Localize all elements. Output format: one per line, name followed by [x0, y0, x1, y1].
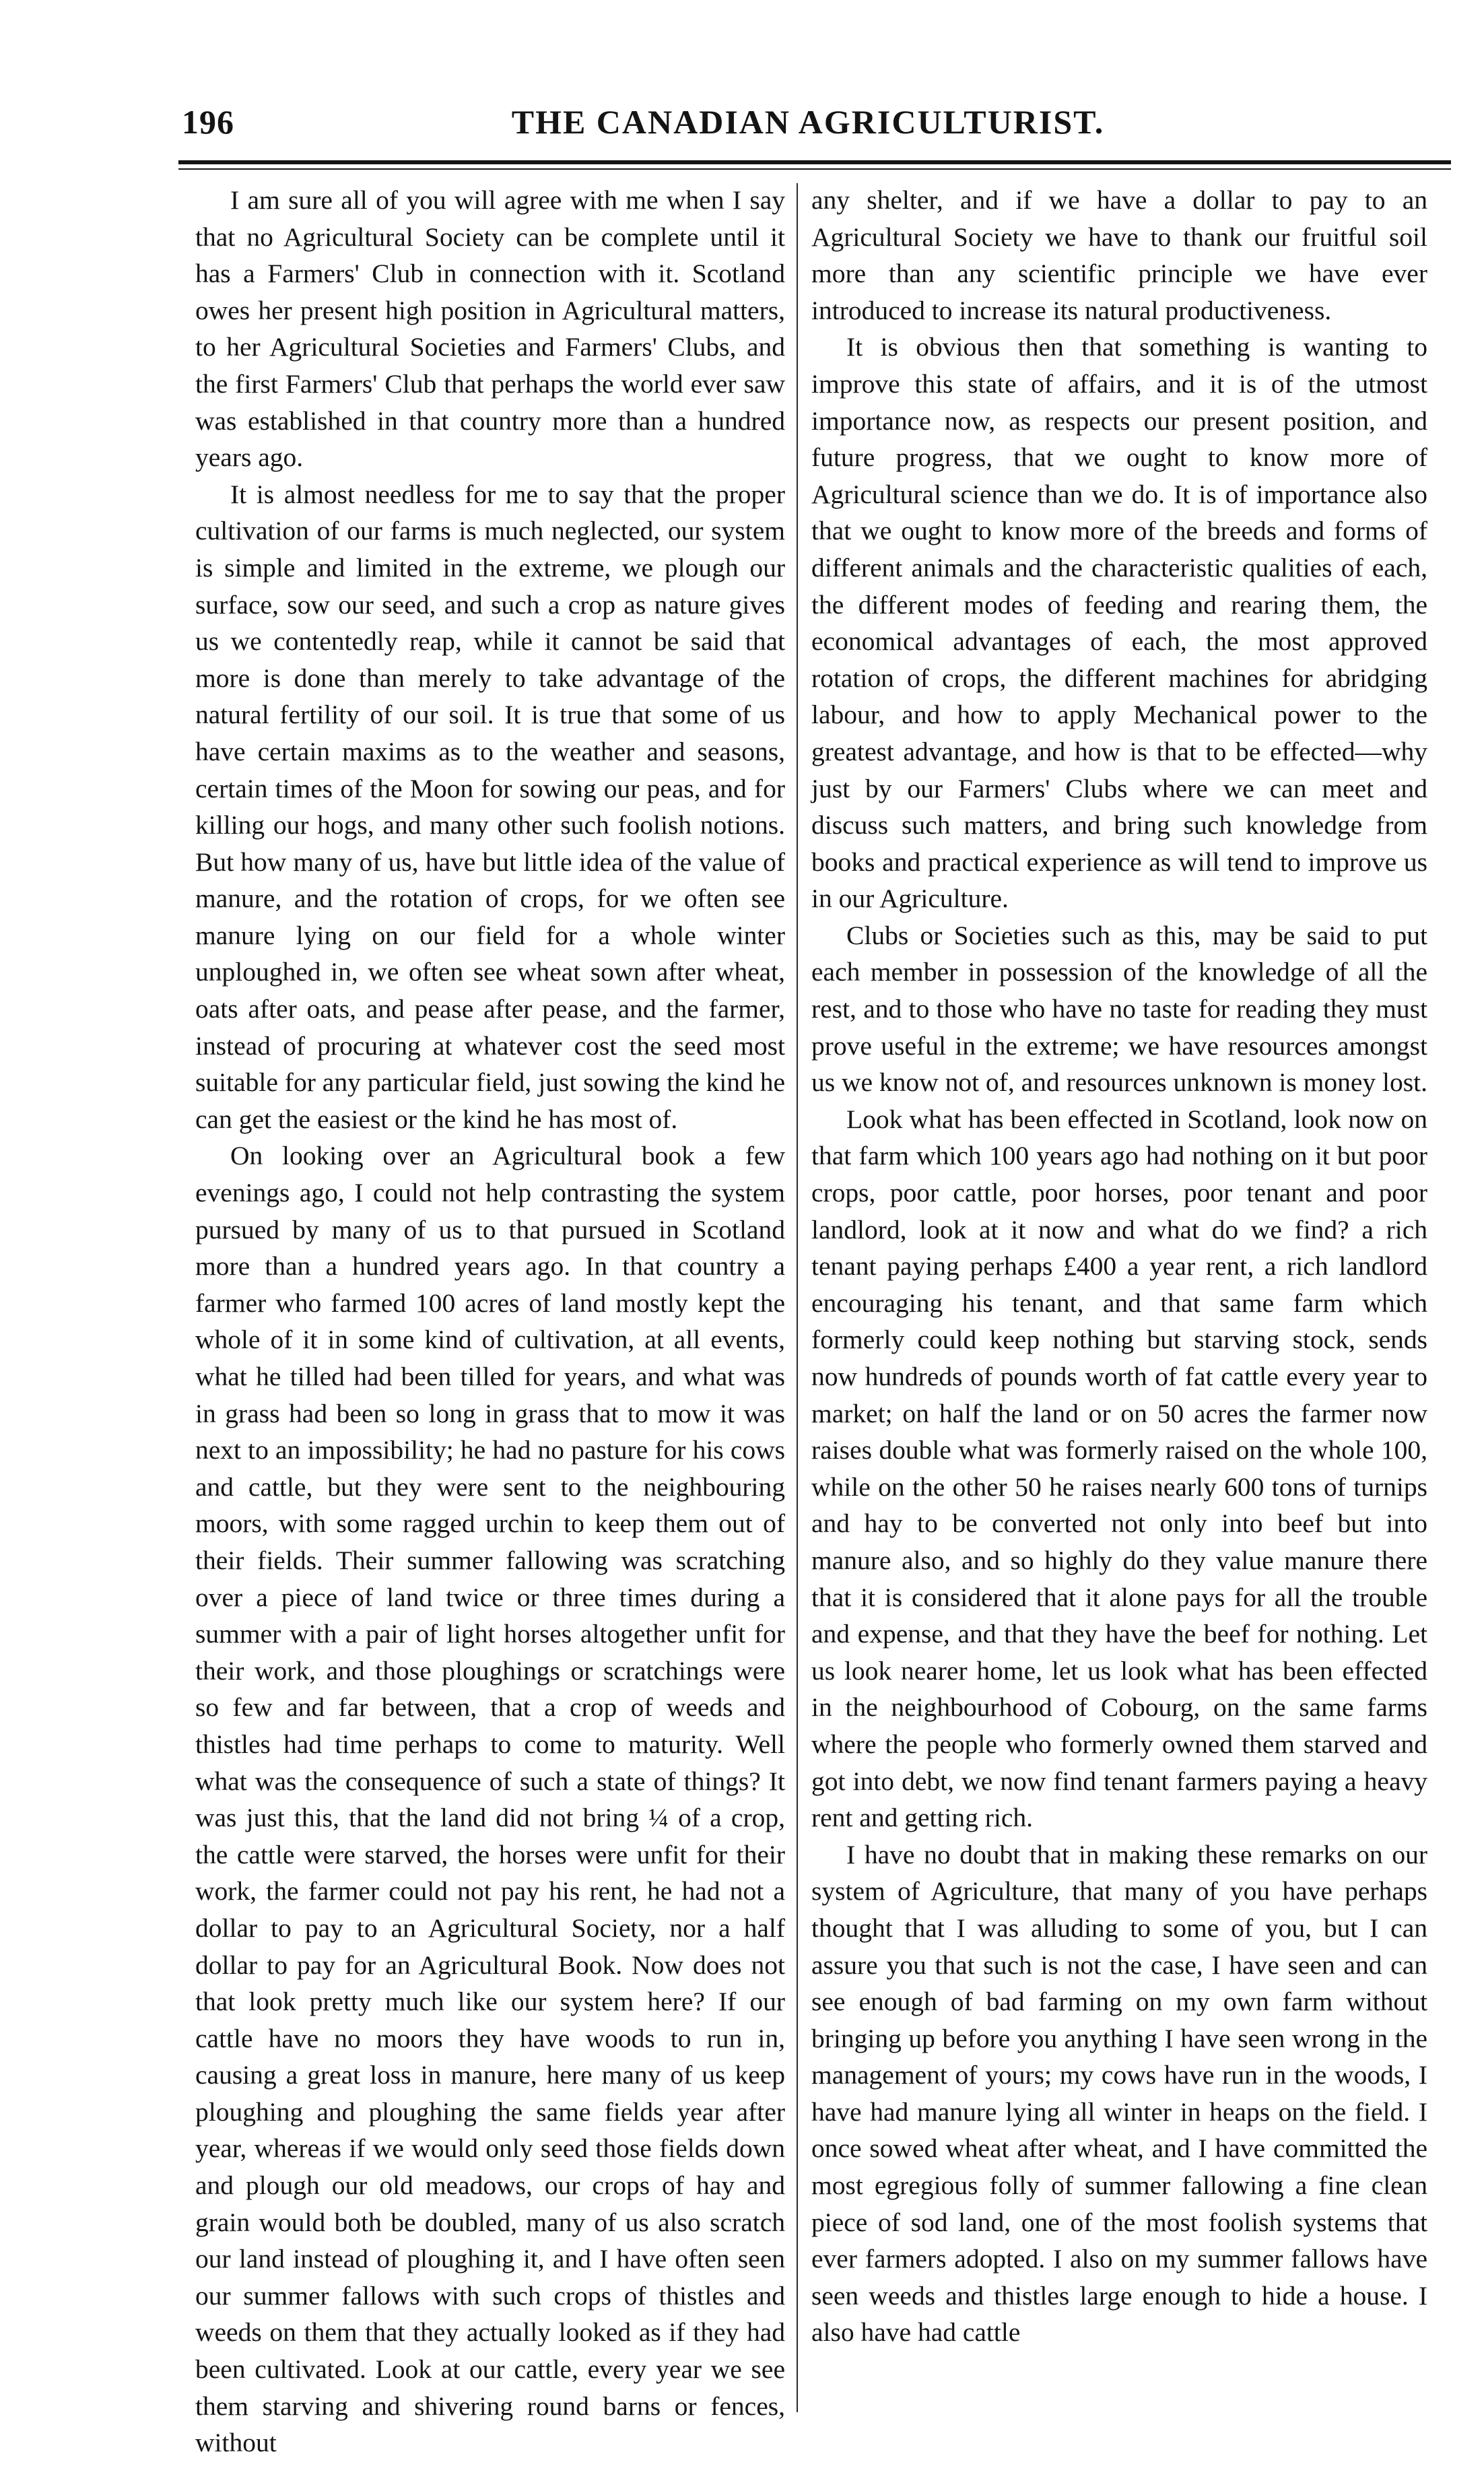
- left-paragraph-2: It is almost needless for me to say that the proper cultivation of our farms is much neglected, our system is simple and limited in the extreme, we plough our surface, sow our seed, and such a crop as nature gives us we contentedly reap, while it cannot be said that more is done than merely to take advantage of the natural fertility of our soil. It is true that some of us have certain maxims as to the weather and seasons, certain times of the Moon for sowing our peas, and for killing our hogs, and many other such foolish notions. But how many of us, have but little idea of the value of manure, and the rotation of crops, for we often see manure lying on our field for a whole winter unploughed in, we often see wheat sown after wheat, oats after oats, and pease after pease, and the farmer, instead of procuring at whatever cost the seed most suitable for any particular field, just sowing the kind he can get the easiest or the kind he has most of.: [195, 479, 785, 1134]
- right-paragraph-2: It is obvious then that something is wanting to improve this state of affairs, and it is of the utmost importance now, as respects our present position, and future progress, that we ought to know more of Agricultural science than we do. It is of importance also that we ought to know more of the breeds and forms of different animals and the characteristic qualities of each, the different modes of feeding and rearing them, the economical advantages of each, the most approved rotation of crops, the different machines for abridging labour, and how to apply Mechanical power to the greatest advantage, and how is that to be effected—why just by our Farmers' Clubs where we can meet and discuss such matters, and bring such knowledge from books and practical experience as will tend to improve us in our Agriculture.: [811, 332, 1427, 914]
- right-paragraph-4: Look what has been effected in Scotland, look now on that farm which 100 years ago had nothing on it but poor crops, poor cattle, poor horses, poor tenant and poor landlord, look at it now and what do we find? a rich tenant paying perhaps £400 a year rent, a rich landlord encouraging his tenant, and that same farm which formerly could keep nothing but starving stock, sends now hundreds of pounds worth of fat cattle every year to market; on half the land or on 50 acres the farmer now raises double what was formerly raised on the whole 100, while on the other 50 he raises nearly 600 tons of turnips and hay to be converted not only into beef but into manure also, and so highly do they value manure there that it is considered that it alone pays for all the trouble and expense, and that they have the beef for nothing. Let us look nearer home, let us look what has been effected in the neighbourhood of Cobourg, on the same farms where the people who formerly owned them starved and got into debt, we now find tenant farmers paying a heavy rent and getting rich.: [811, 1104, 1427, 1833]
- page-number: 196: [182, 103, 234, 141]
- left-column: [195, 182, 785, 2458]
- column-divider: [797, 183, 798, 2412]
- page-header: [182, 96, 1434, 150]
- running-title: THE CANADIAN AGRICULTURIST.: [511, 103, 1105, 141]
- left-paragraph-1: I am sure all of you will agree with me when I say that no Agricultural Society can be complete until it has a Farmers' Club in connection with it. Scotland owes her present high position in Agricultural matters, to her Agricultural Societies and Farmers' Clubs, and the first Farmers' Club that perhaps the world ever saw was established in that country more than a hundred years ago.: [195, 185, 785, 473]
- header-rule-thick: [178, 160, 1451, 164]
- right-column: [811, 182, 1427, 2424]
- right-paragraph-5: I have no doubt that in making these remarks on our system of Agriculture, that many of you have perhaps thought that I was alluding to some of you, but I can assure you that such is not the case, I have seen and can see enough of bad farming on my own farm without bringing up before you anything I have seen wrong in the management of yours; my cows have run in the woods, I have had manure lying all winter in heaps on the field. I once sowed wheat after wheat, and I have committed the most egregious folly of summer fallowing a fine clean piece of sod land, one of the most foolish systems that ever farmers adopted. I also on my summer fallows have seen weeds and thistles large enough to hide a house. I also have had cattle: [811, 1839, 1427, 2348]
- header-rule-thin: [178, 168, 1451, 170]
- left-paragraph-3: On looking over an Agricultural book a few evenings ago, I could not help contrasting the system pursued by many of us to that pursued in Scotland more than a hundred years ago. In that country a farmer who farmed 100 acres of land mostly kept the whole of it in some kind of cultivation, at all events, what he tilled had been tilled for years, and what was in grass had been so long in grass that to mow it was next to an impossibility; he had no pasture for his cows and cattle, but they were sent to the neighbouring moors, with some ragged urchin to keep them out of their fields. Their summer fallowing was scratching over a piece of land twice or three times during a summer with a pair of light horses altogether unfit for their work, and those ploughings or scratchings were so few and far between, that a crop of weeds and thistles had time perhaps to come to maturity. Well what was the consequence of such a state of things? It was just this, that the land did not bring ¼ of a crop, the cattle were starved, the horses were unfit for their work, the farmer could not pay his rent, he had not a dollar to pay to an Agricultural Society, nor a half dollar to pay for an Agricultural Book. Now does not that look pretty much like our system here? If our cattle have no moors they have woods to run in, causing a great loss in manure, here many of us keep ploughing and ploughing the same fields year after year, whereas if we would only seed those fields down and plough our old meadows, our crops of hay and grain would both be doubled, many of us also scratch our land instead of ploughing it, and I have often seen our summer fallows with such crops of thistles and weeds on them that they actually looked as if they had been cultivated. Look at our cattle, every year we see them starving and shivering round barns or fences, without: [195, 1141, 785, 2458]
- right-paragraph-3: Clubs or Societies such as this, may be said to put each member in possession of the knowledge of all the rest, and to those who have no taste for reading they must prove useful in the extreme; we have resources amongst us we know not of, and resources unknown is money lost.: [811, 920, 1427, 1098]
- right-paragraph-1: any shelter, and if we have a dollar to pay to an Agricultural Society we have to thank our fruitful soil more than any scientific principle we have ever introduced to increase its natural productiveness.: [811, 185, 1427, 325]
